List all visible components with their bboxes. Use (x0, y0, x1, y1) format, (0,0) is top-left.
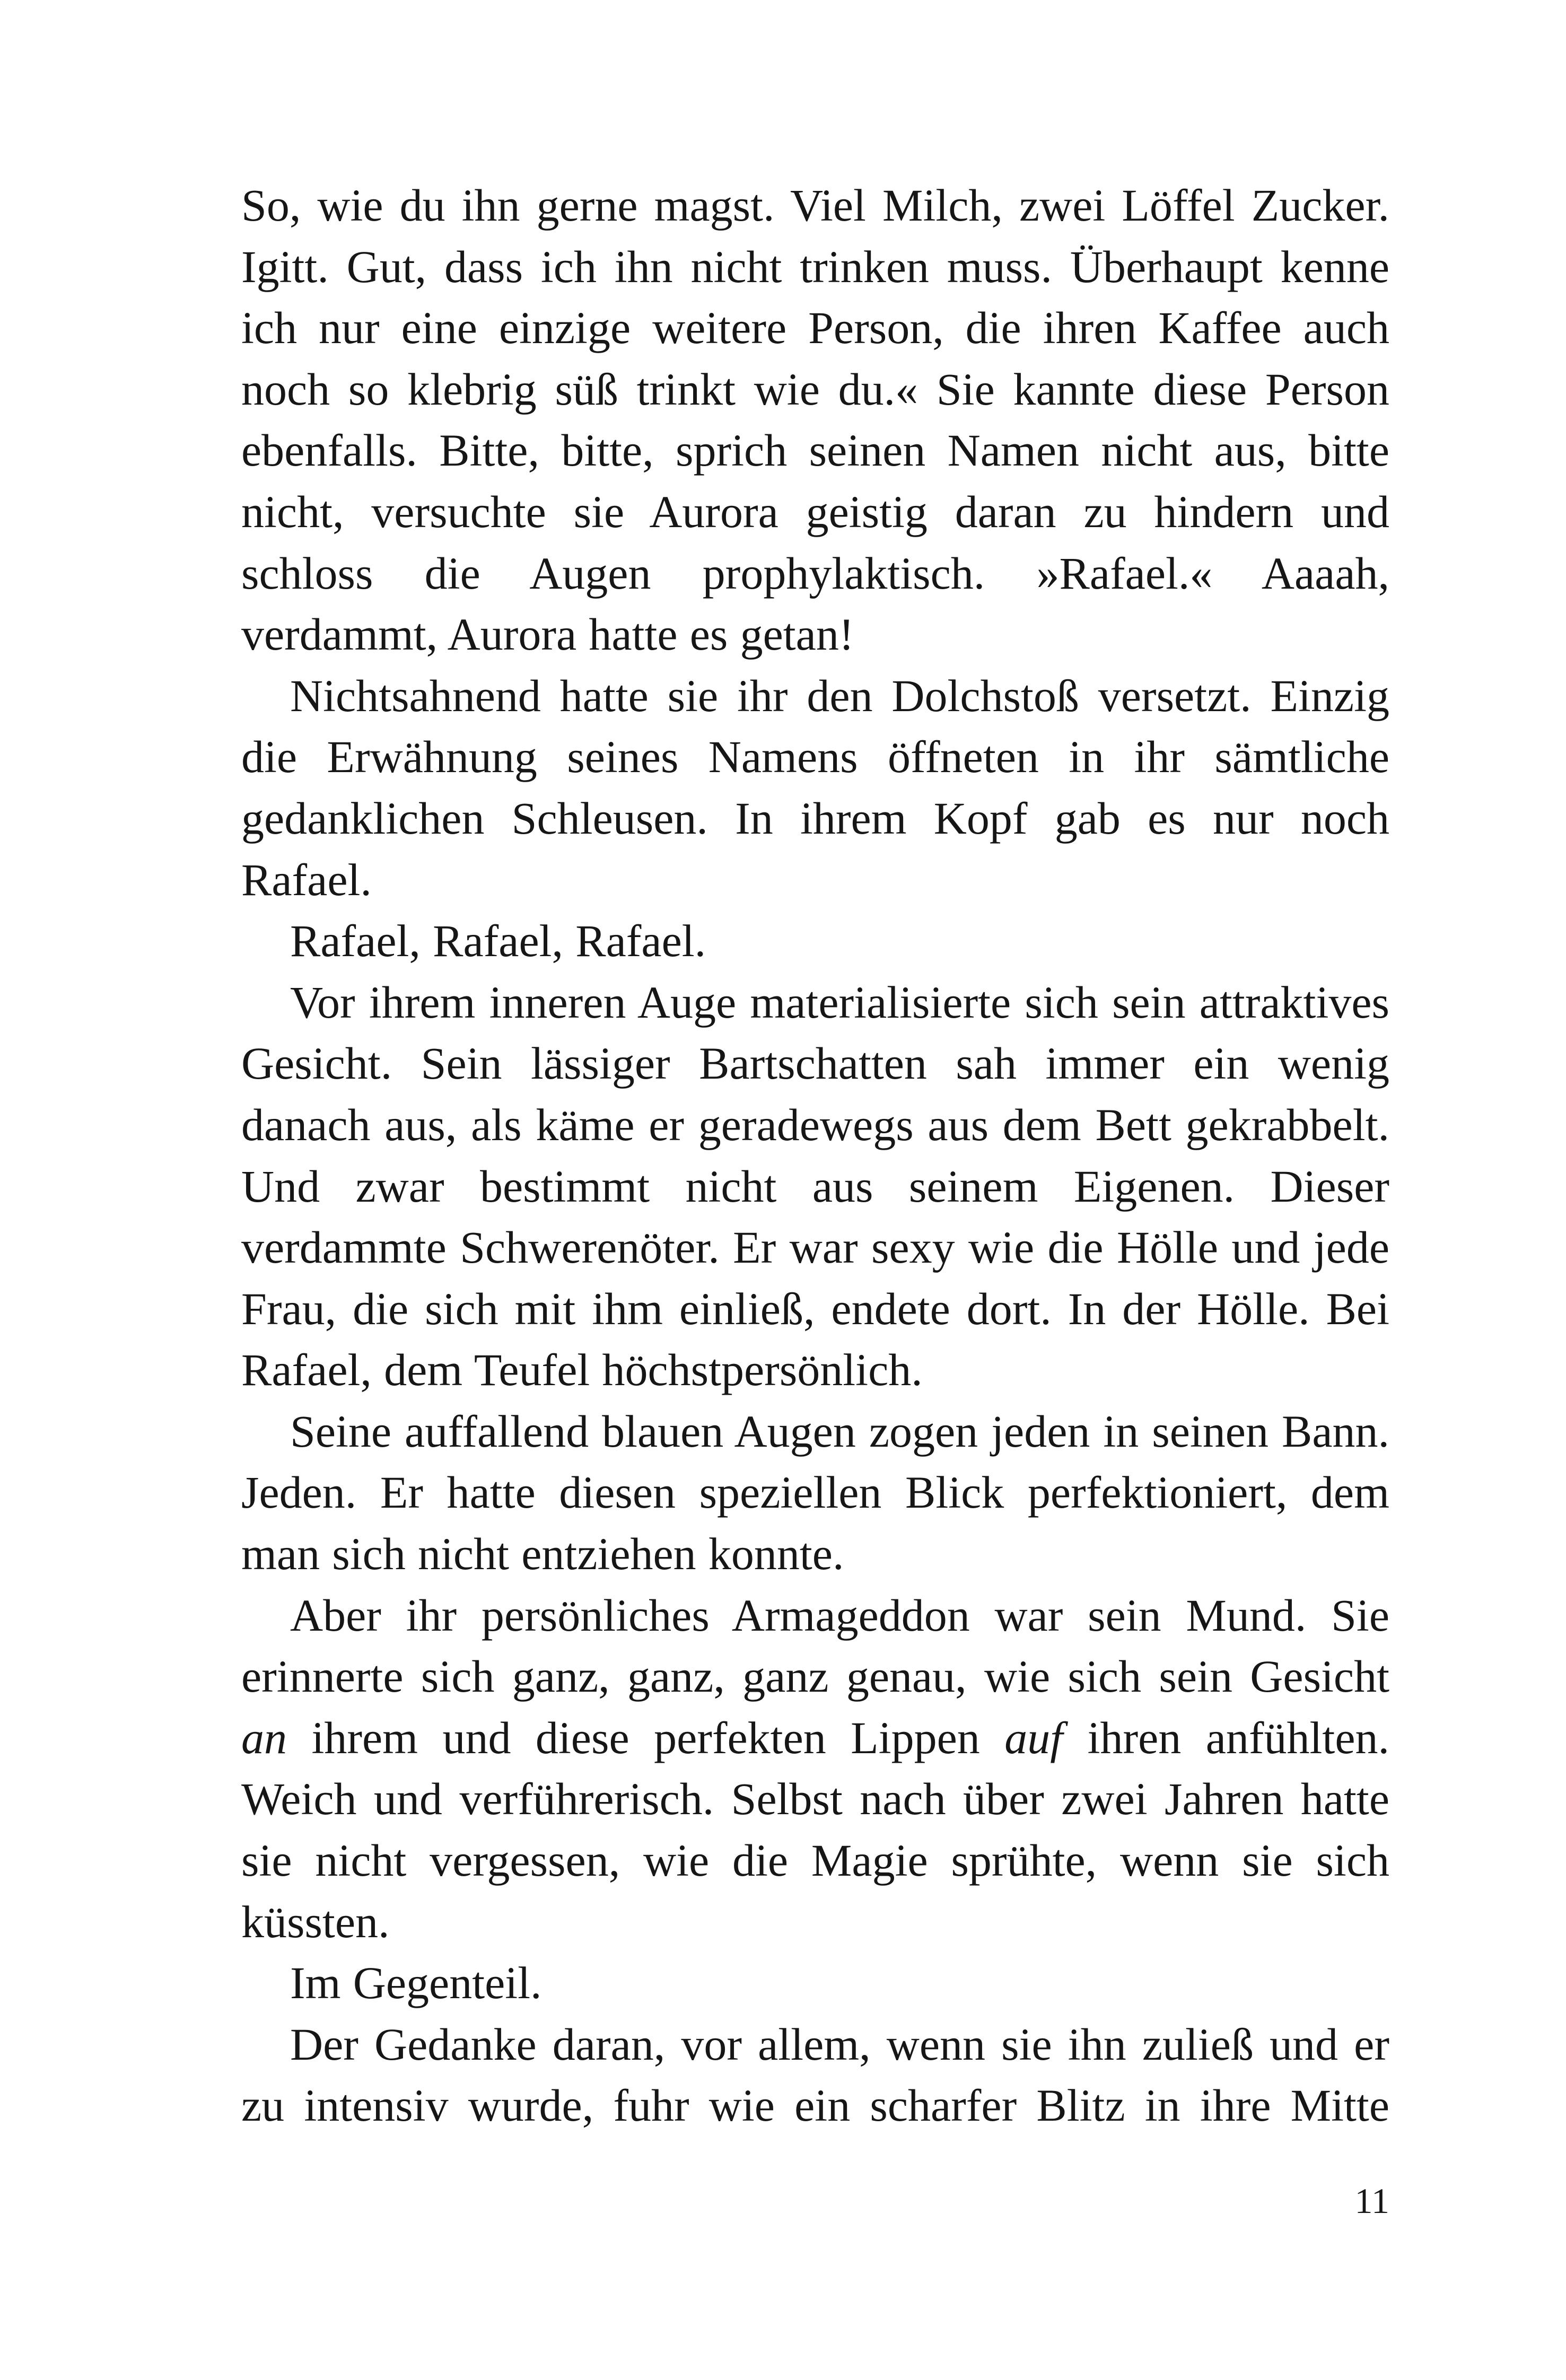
text-run: ihren anfühlten. Weich und verführerisch. Selbst nach über zwei Jahren hatte sie nicht vergessen, wie die Magie sprühte, wenn sie sich küssten. (241, 1712, 1389, 1947)
paragraph: So, wie du ihn gerne magst. Viel Milch, zwei Löffel Zucker. Igitt. Gut, dass ich ihn nicht trinken muss. Überhaupt kenne ich nur eine einzige weitere Person, die ihren Kaffee auch noch so klebrig süß trinkt wie du.« Sie kannte diese Person ebenfalls. Bitte, bitte, sprich seinen Namen nicht aus, bitte nicht, versuchte sie Aurora geistig daran zu hindern und schloss die Augen prophylaktisch. »Rafael.« Aaaah, verdammt, Aurora hatte es getan! (241, 180, 1389, 660)
emphasis: an (241, 1712, 287, 1763)
emphasis: auf (1004, 1712, 1063, 1763)
paragraph: Der Gedanke daran, vor allem, wenn sie ihn zuließ und er zu intensiv wurde, fuhr wie ein scharfer Blitz in ihre Mitte (241, 2018, 1389, 2131)
paragraph: Nichtsahnend hatte sie ihr den Dolchstoß versetzt. Einzig die Erwähnung seines Namens öffneten in ihr sämtliche gedanklichen Schleusen. In ihrem Kopf gab es nur noch Rafael. (241, 670, 1389, 905)
text-run: ihrem und diese perfekten Lippen (287, 1712, 1005, 1763)
text-run: Aber ihr persönliches Armageddon war sein Mund. Sie erinnerte sich ganz, ganz, ganz genau, wie sich sein Gesicht (241, 1589, 1389, 1702)
paragraph (241, 1585, 1389, 1953)
page-number: 11 (1354, 2181, 1389, 2221)
body-text (241, 175, 1389, 2137)
paragraph: Vor ihrem inneren Auge materialisierte sich sein attraktives Gesicht. Sein lässiger Bartschatten sah immer ein wenig danach aus, als käme er geradewegs aus dem Bett gekrabbelt. Und zwar bestimmt nicht aus seinem Eigenen. Dieser verdammte Schwerenöter. Er war sexy wie die Hölle und jede Frau, die sich mit ihm einließ, endete dort. In der Hölle. Bei Rafael, dem Teufel höchstpersönlich. (241, 976, 1389, 1396)
paragraph: Im Gegenteil. (290, 1957, 542, 2009)
paragraph: Seine auffallend blauen Augen zogen jeden in seinen Bann. Jeden. Er hatte diesen speziellen Blick perfektioniert, dem man sich nicht entziehen konnte. (241, 1405, 1389, 1580)
paragraph: Rafael, Rafael, Rafael. (290, 915, 706, 967)
